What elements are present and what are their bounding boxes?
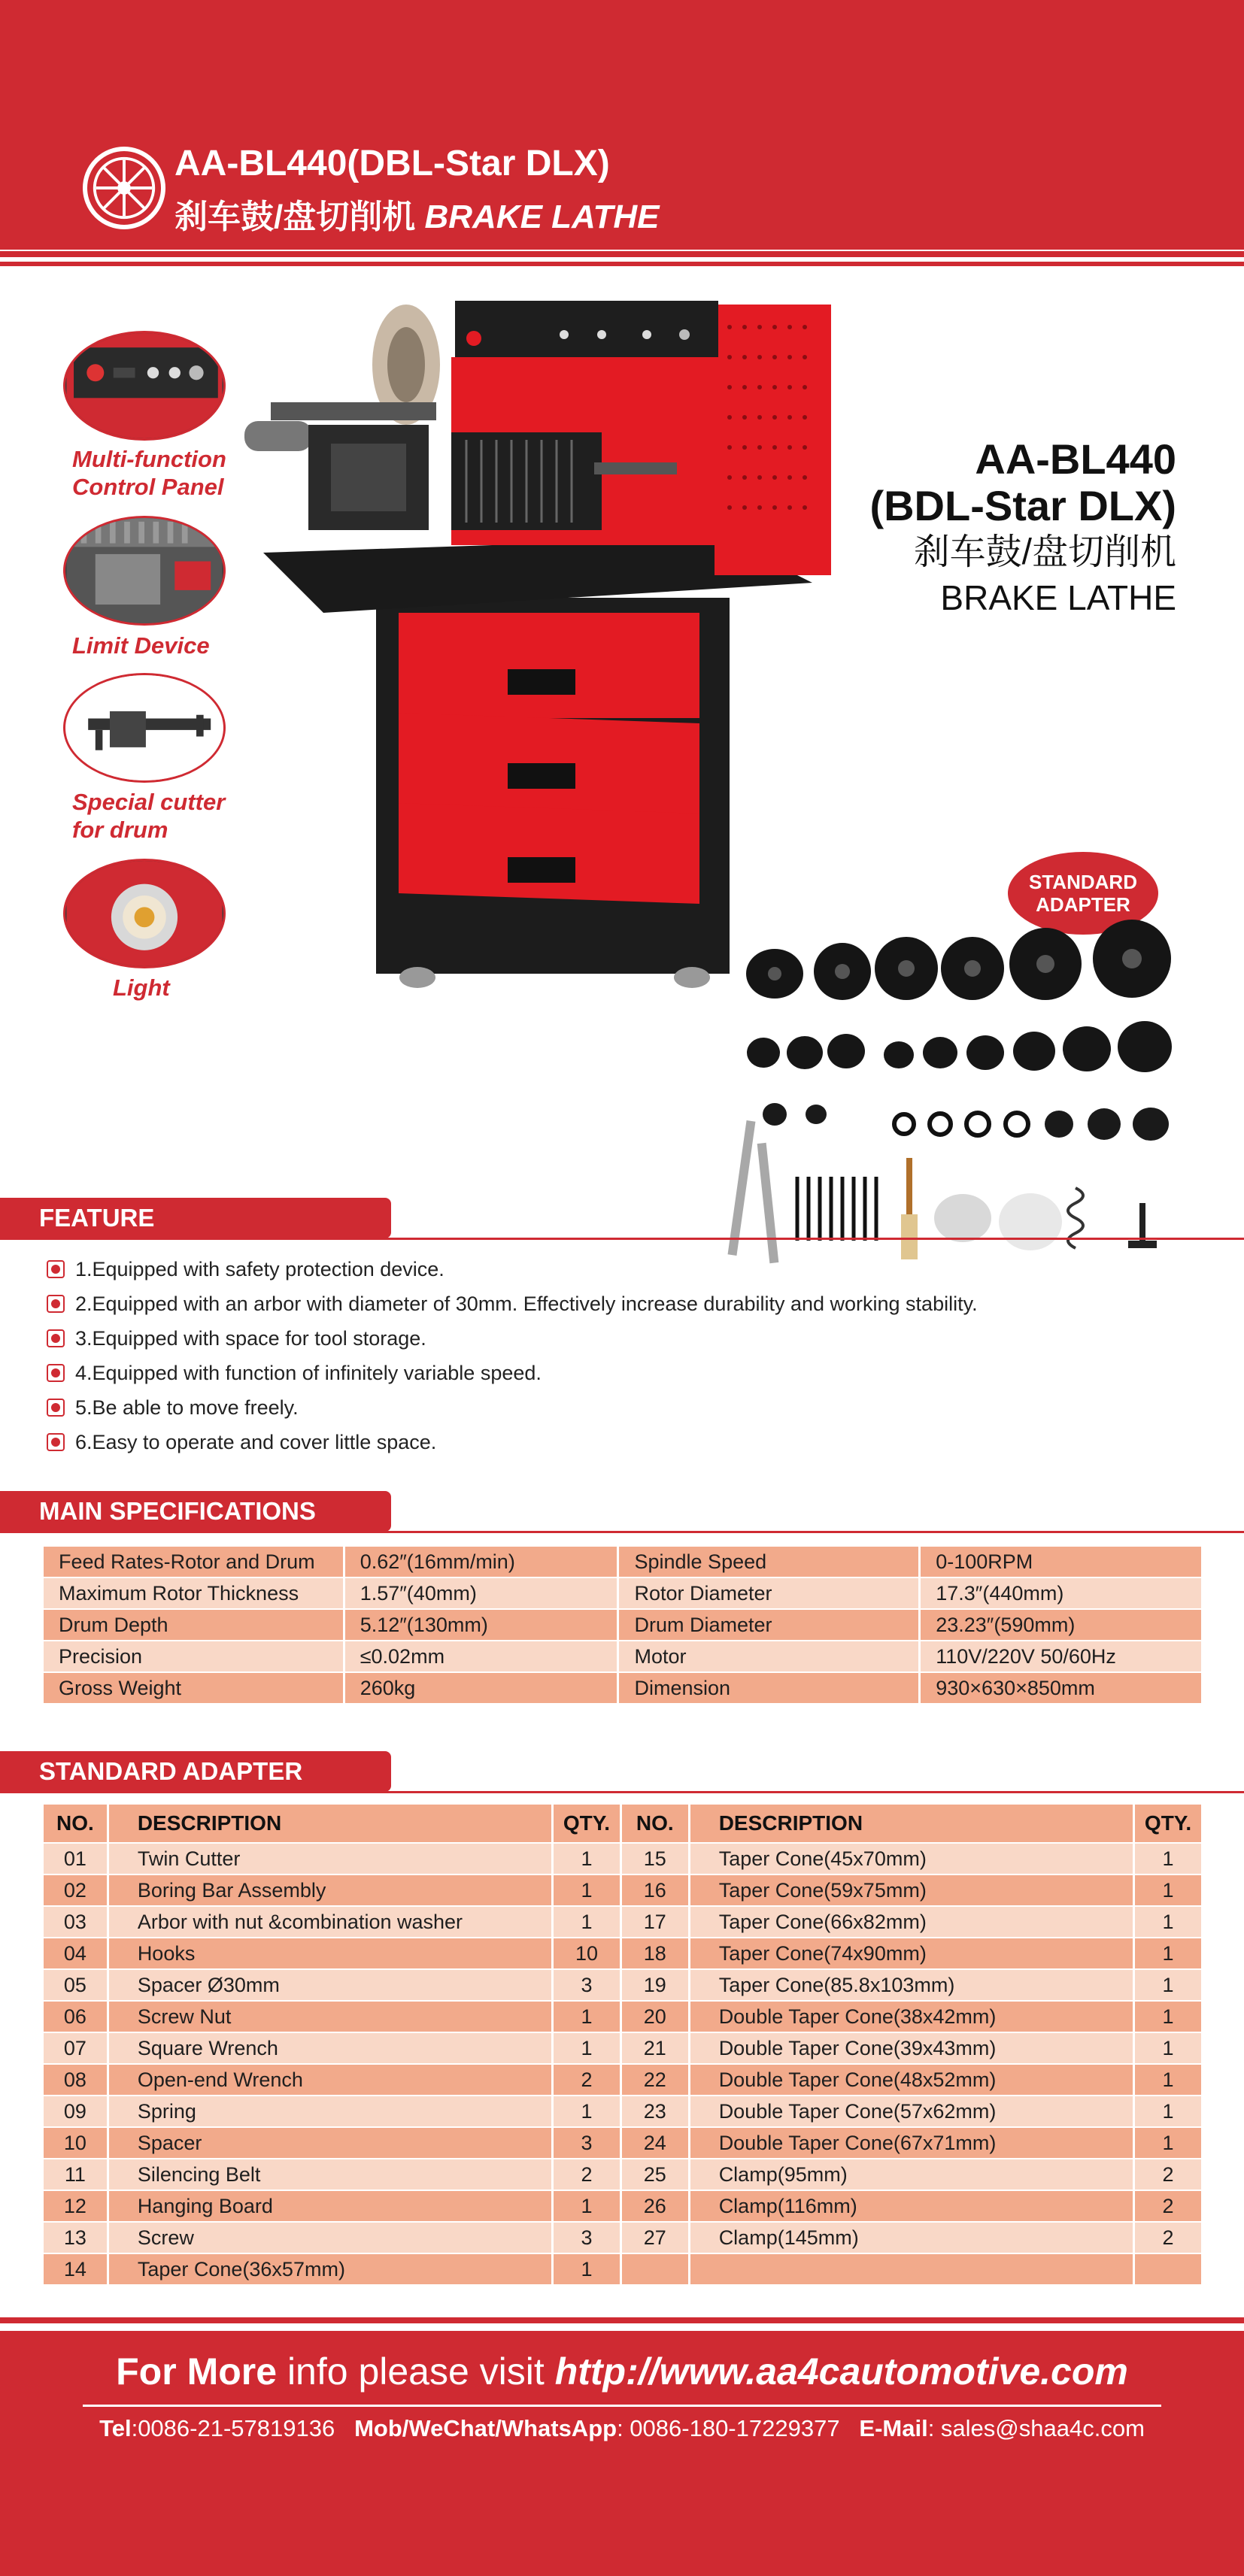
table-row (44, 1610, 1201, 1640)
item-no: 15 (622, 1844, 688, 1874)
item-description: Square Wrench (109, 2033, 551, 2063)
mob-label: Mob/WeChat/WhatsApp (354, 2415, 617, 2441)
column-header: QTY. (554, 1805, 620, 1842)
caption-line: Limit Device (72, 632, 210, 659)
item-description: Boring Bar Assembly (109, 1875, 551, 1905)
item-no: 23 (622, 2096, 688, 2126)
item-description: Screw Nut (109, 2002, 551, 2032)
item-no: 25 (622, 2159, 688, 2190)
footer-contact-line (0, 2415, 1244, 2442)
table-header-row (44, 1805, 1201, 1842)
bullet-icon (47, 1329, 65, 1347)
spec-label: Motor (619, 1641, 918, 1671)
spec-label: Spindle Speed (619, 1547, 918, 1577)
bullet-icon (47, 1260, 65, 1278)
table-row (44, 1844, 1201, 1874)
table-row (44, 1578, 1201, 1608)
item-qty: 2 (1135, 2223, 1201, 2253)
header-rule-thick (0, 251, 1244, 257)
column-header: NO. (622, 1805, 688, 1842)
item-description: Spacer (109, 2128, 551, 2158)
item-no: 06 (44, 2002, 107, 2032)
item-no: 22 (622, 2065, 688, 2095)
item-description: Double Taper Cone(39x43mm) (690, 2033, 1133, 2063)
item-no: 07 (44, 2033, 107, 2063)
product-model: AA-BL440 (975, 435, 1176, 483)
special-cutter-caption (72, 788, 225, 844)
product-title (869, 436, 1176, 620)
item-qty: 10 (554, 1938, 620, 1968)
bullet-icon (47, 1364, 65, 1382)
item-no: 27 (622, 2223, 688, 2253)
footer-divider (83, 2405, 1161, 2407)
item-description: Twin Cutter (109, 1844, 551, 1874)
feature-section-rule (0, 1238, 1244, 1240)
item-no: 12 (44, 2191, 107, 2221)
item-no: 01 (44, 1844, 107, 1874)
item-no: 19 (622, 1970, 688, 2000)
header-model: AA-BL440(DBL-Star DLX) (174, 144, 610, 183)
item-description: Clamp(116mm) (690, 2191, 1133, 2221)
table-row (44, 2065, 1201, 2095)
accessories-image (722, 917, 1188, 1278)
spec-label: Gross Weight (44, 1673, 343, 1703)
table-row (44, 1970, 1201, 2000)
item-no: 26 (622, 2191, 688, 2221)
badge-line: ADAPTER (1036, 893, 1130, 916)
column-header: DESCRIPTION (690, 1805, 1133, 1842)
item-no: 11 (44, 2159, 107, 2190)
item-description: Taper Cone(45x70mm) (690, 1844, 1133, 1874)
footer-lead-rest: info please visit (277, 2350, 555, 2393)
specs-section-rule (0, 1531, 1244, 1533)
item-qty: 3 (554, 2223, 620, 2253)
column-header: DESCRIPTION (109, 1805, 551, 1842)
feature-section-title: FEATURE (0, 1198, 391, 1238)
item-qty: 2 (1135, 2191, 1201, 2221)
item-no: 08 (44, 2065, 107, 2095)
spec-value: 260kg (345, 1673, 617, 1703)
table-row (44, 2254, 1201, 2284)
website-link[interactable]: http://www.aa4cautomotive.com (554, 2350, 1128, 2393)
item-no: 09 (44, 2096, 107, 2126)
caption-line: Multi-function (72, 446, 226, 472)
spec-value: 17.3″(440mm) (921, 1578, 1201, 1608)
spec-value: 0-100RPM (921, 1547, 1201, 1577)
item-qty: 2 (554, 2159, 620, 2190)
list-item (47, 1321, 978, 1356)
item-description: Double Taper Cone(38x42mm) (690, 2002, 1133, 2032)
item-no: 17 (622, 1907, 688, 1937)
item-qty: 1 (1135, 2033, 1201, 2063)
header-rule-thin (0, 262, 1244, 266)
table-row (44, 2096, 1201, 2126)
list-item (47, 1390, 978, 1425)
footer-lead: For More (116, 2350, 278, 2393)
item-qty: 1 (554, 2033, 620, 2063)
item-qty: 2 (554, 2065, 620, 2095)
brake-lathe-image (226, 297, 842, 996)
spec-label: Drum Diameter (619, 1610, 918, 1640)
table-row (44, 2223, 1201, 2253)
item-qty: 1 (1135, 2065, 1201, 2095)
item-description: Spring (109, 2096, 551, 2126)
item-description: Arbor with nut &combination washer (109, 1907, 551, 1937)
feature-text: 6.Easy to operate and cover little space. (75, 1430, 437, 1453)
specifications-table (41, 1545, 1203, 1705)
wheel-logo-icon (83, 147, 165, 229)
item-no: 21 (622, 2033, 688, 2063)
list-item (47, 1356, 978, 1390)
feature-text: 1.Equipped with safety protection device. (75, 1257, 445, 1280)
spec-value: ≤0.02mm (345, 1641, 617, 1671)
table-row (44, 1875, 1201, 1905)
spec-label: Dimension (619, 1673, 918, 1703)
item-description: Taper Cone(59x75mm) (690, 1875, 1133, 1905)
list-item (47, 1286, 978, 1321)
control-panel-caption (72, 445, 226, 501)
spec-label: Feed Rates-Rotor and Drum (44, 1547, 343, 1577)
item-description: Clamp(145mm) (690, 2223, 1133, 2253)
item-qty: 1 (1135, 1938, 1201, 1968)
item-no: 18 (622, 1938, 688, 1968)
spec-label: Rotor Diameter (619, 1578, 918, 1608)
item-qty (1135, 2254, 1201, 2284)
item-description: Double Taper Cone(48x52mm) (690, 2065, 1133, 2095)
caption-line: Control Panel (72, 474, 224, 500)
adapter-section-rule (0, 1791, 1244, 1793)
header-subtitle-en: BRAKE LATHE (424, 199, 660, 235)
spec-label: Precision (44, 1641, 343, 1671)
tel-value: :0086-21-57819136 (131, 2415, 335, 2441)
special-cutter-thumbnail (63, 673, 226, 783)
item-description: Taper Cone(36x57mm) (109, 2254, 551, 2284)
item-no: 03 (44, 1907, 107, 1937)
item-description: Silencing Belt (109, 2159, 551, 2190)
spec-value: 23.23″(590mm) (921, 1610, 1201, 1640)
table-row (44, 2128, 1201, 2158)
table-row (44, 2002, 1201, 2032)
spec-value: 1.57″(40mm) (345, 1578, 617, 1608)
light-caption (113, 974, 170, 1002)
footer-rule-top (0, 2317, 1244, 2323)
feature-text: 5.Be able to move freely. (75, 1396, 299, 1419)
feature-text: 4.Equipped with function of infinitely variable speed. (75, 1361, 542, 1384)
item-no: 14 (44, 2254, 107, 2284)
email-label: E-Mail (859, 2415, 928, 2441)
item-qty: 1 (554, 2002, 620, 2032)
standard-adapter-table (41, 1803, 1203, 2286)
item-description: Open-end Wrench (109, 2065, 551, 2095)
item-qty: 1 (1135, 2128, 1201, 2158)
item-qty: 2 (1135, 2159, 1201, 2190)
item-description: Double Taper Cone(67x71mm) (690, 2128, 1133, 2158)
item-qty: 1 (554, 1875, 620, 1905)
feature-text: 3.Equipped with space for tool storage. (75, 1326, 426, 1350)
item-no: 05 (44, 1970, 107, 2000)
item-qty: 1 (554, 1844, 620, 1874)
product-name-cn: 刹车鼓/盘切削机 (913, 532, 1176, 572)
footer-website-line (0, 2350, 1244, 2393)
table-row (44, 1907, 1201, 1937)
item-qty: 3 (554, 1970, 620, 2000)
caption-line: Special cutter (72, 789, 226, 815)
item-description: Spacer Ø30mm (109, 1970, 551, 2000)
bullet-icon (47, 1399, 65, 1417)
item-qty: 1 (1135, 2096, 1201, 2126)
table-row (44, 1641, 1201, 1671)
feature-text: 2.Equipped with an arbor with diameter of 30mm. Effectively increase durability and working stability. (75, 1292, 978, 1315)
item-no (622, 2254, 688, 2284)
caption-line: Light (113, 974, 170, 1001)
item-qty: 1 (1135, 1875, 1201, 1905)
item-no: 10 (44, 2128, 107, 2158)
item-description: Double Taper Cone(57x62mm) (690, 2096, 1133, 2126)
adapter-section-title: STANDARD ADAPTER (0, 1751, 391, 1792)
specs-section-title: MAIN SPECIFICATIONS (0, 1491, 391, 1532)
header-subtitle-cn: 刹车鼓/盘切削机 (174, 199, 416, 235)
item-qty: 1 (554, 2096, 620, 2126)
product-variant: (BDL-Star DLX) (869, 482, 1176, 529)
spec-value: 930×630×850mm (921, 1673, 1201, 1703)
table-row (44, 1938, 1201, 1968)
control-panel-thumbnail (63, 331, 226, 441)
list-item (47, 1425, 978, 1459)
limit-device-caption (72, 632, 210, 659)
table-row (44, 2033, 1201, 2063)
tel-label: Tel (99, 2415, 132, 2441)
item-description: Taper Cone(66x82mm) (690, 1907, 1133, 1937)
item-qty: 1 (1135, 1970, 1201, 2000)
mob-value: : 0086-180-17229377 (617, 2415, 840, 2441)
column-header: QTY. (1135, 1805, 1201, 1842)
limit-device-thumbnail (63, 516, 226, 626)
table-row (44, 1673, 1201, 1703)
column-header: NO. (44, 1805, 107, 1842)
bullet-icon (47, 1295, 65, 1313)
spec-label: Maximum Rotor Thickness (44, 1578, 343, 1608)
product-name-en: BRAKE LATHE (940, 578, 1176, 617)
item-no: 24 (622, 2128, 688, 2158)
item-qty: 1 (554, 2191, 620, 2221)
item-qty: 1 (1135, 1907, 1201, 1937)
item-no: 04 (44, 1938, 107, 1968)
item-qty: 1 (1135, 1844, 1201, 1874)
item-no: 13 (44, 2223, 107, 2253)
item-no: 16 (622, 1875, 688, 1905)
spec-value: 110V/220V 50/60Hz (921, 1641, 1201, 1671)
feature-list (47, 1252, 978, 1459)
caption-line: for drum (72, 817, 168, 843)
item-qty: 3 (554, 2128, 620, 2158)
table-row (44, 2191, 1201, 2221)
header-subtitle (174, 189, 660, 238)
item-description: Hanging Board (109, 2191, 551, 2221)
item-no: 20 (622, 2002, 688, 2032)
item-qty: 1 (1135, 2002, 1201, 2032)
spec-label: Drum Depth (44, 1610, 343, 1640)
table-row (44, 2159, 1201, 2190)
email-value[interactable]: : sales@shaa4c.com (927, 2415, 1145, 2441)
bullet-icon (47, 1433, 65, 1451)
badge-line: STANDARD (1029, 871, 1137, 893)
item-description: Screw (109, 2223, 551, 2253)
item-qty: 1 (554, 1907, 620, 1937)
spec-value: 0.62″(16mm/min) (345, 1547, 617, 1577)
spec-value: 5.12″(130mm) (345, 1610, 617, 1640)
item-no: 02 (44, 1875, 107, 1905)
light-thumbnail (63, 859, 226, 968)
item-description: Taper Cone(85.8x103mm) (690, 1970, 1133, 2000)
item-description: Hooks (109, 1938, 551, 1968)
item-description: Taper Cone(74x90mm) (690, 1938, 1133, 1968)
list-item (47, 1252, 978, 1286)
table-row (44, 1547, 1201, 1577)
item-description: Clamp(95mm) (690, 2159, 1133, 2190)
item-description (690, 2254, 1133, 2284)
item-qty: 1 (554, 2254, 620, 2284)
